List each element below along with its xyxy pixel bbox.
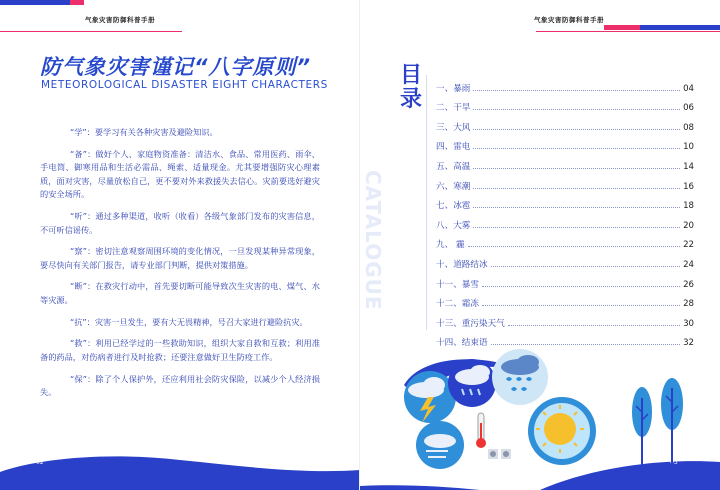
toc-item-page: 04 xyxy=(683,83,694,94)
toc-item-label: 十三、重污染天气 xyxy=(436,318,505,329)
toc-leader-dots xyxy=(482,286,680,287)
right-page xyxy=(360,0,720,490)
small-widgets-icon xyxy=(488,449,511,459)
toc-leader-dots xyxy=(473,188,680,189)
toc-leader-dots xyxy=(473,90,680,91)
toc-leader-dots xyxy=(508,325,680,326)
header-rule xyxy=(536,31,720,32)
tree-icon xyxy=(632,387,652,472)
toc-item-label: 一、暴雨 xyxy=(436,83,471,94)
sun-icon xyxy=(528,397,596,465)
toc-leader-dots xyxy=(473,207,680,208)
top-bar-blue xyxy=(640,25,720,30)
toc-item-page: 24 xyxy=(683,259,694,270)
toc-item-page: 22 xyxy=(683,240,694,251)
toc-title-char: 目 xyxy=(400,63,423,88)
weather-illustration xyxy=(402,345,622,475)
toc-item-page: 18 xyxy=(683,201,694,212)
toc-item-label: 三、大风 xyxy=(436,122,471,133)
toc-item[interactable] xyxy=(436,94,694,114)
top-bar-pink xyxy=(604,25,640,30)
top-bar-blue xyxy=(0,0,70,5)
rule-paragraph: “学”：要学习有关各种灾害及避险知识。 xyxy=(70,127,218,138)
toc-title xyxy=(400,64,422,112)
page-header: 气象灾害防御科普手册 xyxy=(534,16,604,24)
toc-leader-dots xyxy=(473,227,680,228)
hail-icon xyxy=(492,349,548,405)
toc-item-label: 十四、结束语 xyxy=(436,338,488,349)
table-of-contents xyxy=(436,74,694,348)
toc-item-page: 28 xyxy=(683,299,694,310)
rain-icon xyxy=(448,359,496,407)
bottom-wave-decoration xyxy=(0,450,360,490)
catalogue-watermark: CATALOGUE xyxy=(361,170,385,311)
rule-paragraph: “保”：除了个人保护外，还应利用社会防灾保险，以减少个人经济损失。 xyxy=(40,373,320,397)
page-subtitle: METEOROLOGICAL DISASTER EIGHT CHARACTERS xyxy=(41,79,328,91)
toc-item-label: 十、道路结冰 xyxy=(436,259,488,270)
storm-icon xyxy=(404,371,456,423)
rule-paragraph: “抗”：灾害一旦发生，要有大无畏精神，号召大家进行避险抗灾。 xyxy=(70,316,308,327)
toc-leader-dots xyxy=(473,168,680,169)
toc-item-page: 20 xyxy=(683,220,694,231)
toc-item[interactable] xyxy=(436,309,694,329)
toc-leader-dots xyxy=(473,129,680,130)
toc-leader-dots xyxy=(491,266,680,267)
page-number: 03 xyxy=(670,459,678,466)
page-header: 气象灾害防御科普手册 xyxy=(85,16,155,24)
toc-item-page: 26 xyxy=(683,279,694,290)
toc-leader-dots xyxy=(473,109,680,110)
toc-item-label: 四、雷电 xyxy=(436,142,471,153)
toc-item-label: 二、干旱 xyxy=(436,103,471,114)
toc-item-label: 十二、霜冻 xyxy=(436,299,479,310)
toc-leader-dots xyxy=(482,305,680,306)
page-number: 02 xyxy=(36,459,44,466)
header-rule xyxy=(0,31,182,32)
rule-paragraph: “备”：做好个人、家庭物资准备：清洁水、食品、常用医药、雨伞、手电筒、御寒用品和生活必需品、绳索、适量现金。尤其要增强防灾心理素质，面对灾害，尽量放松自己，更不要对外来救援失去信心。灾前要选好避灾的安全场所。 xyxy=(40,148,320,200)
toc-item[interactable] xyxy=(436,152,694,172)
thermometer-icon xyxy=(476,413,486,448)
toc-divider xyxy=(426,75,427,330)
toc-leader-dots xyxy=(473,148,680,149)
toc-item-label: 八、大雾 xyxy=(436,220,471,231)
toc-item-label: 九、 霾 xyxy=(436,240,465,251)
page-title: 防气象灾害谨记“八字原则” xyxy=(40,55,312,79)
toc-item-label: 十一、暴雪 xyxy=(436,279,479,290)
rule-paragraph: “救”：利用已经学过的一些救助知识，组织大家自救和互救；利用准备的药品，对伤病者进行及时抢救；还要注意做好卫生防疫工作。 xyxy=(40,338,320,362)
toc-item[interactable] xyxy=(436,211,694,231)
rules-list xyxy=(40,118,320,406)
toc-item[interactable] xyxy=(436,250,694,270)
toc-item[interactable] xyxy=(436,290,694,310)
tree-icon xyxy=(661,378,683,472)
toc-title-char: 录 xyxy=(400,87,423,112)
toc-item[interactable] xyxy=(436,113,694,133)
toc-item-label: 七、冰雹 xyxy=(436,201,471,212)
toc-item[interactable] xyxy=(436,231,694,251)
rule-paragraph: “断”：在救灾行动中，首先要切断可能导致次生灾害的电、煤气、水等灾源。 xyxy=(40,281,320,305)
toc-leader-dots xyxy=(468,246,681,247)
trees-illustration xyxy=(628,368,698,478)
toc-item-page: 08 xyxy=(683,122,694,133)
toc-item[interactable] xyxy=(436,74,694,94)
toc-item-page: 10 xyxy=(683,142,694,153)
toc-item[interactable] xyxy=(436,133,694,153)
toc-item-page: 14 xyxy=(683,161,694,172)
toc-item-page: 30 xyxy=(683,318,694,329)
toc-item-page: 06 xyxy=(683,103,694,114)
toc-item[interactable] xyxy=(436,172,694,192)
toc-item-page: 32 xyxy=(683,338,694,349)
wind-cloud-icon xyxy=(416,421,464,469)
rule-paragraph: “听”：通过多种渠道，收听（收看）各级气象部门发布的灾害信息，不可听信谣传。 xyxy=(40,211,320,235)
top-bar-pink xyxy=(70,0,84,5)
toc-item-label: 五、高温 xyxy=(436,161,471,172)
toc-item-label: 六、寒潮 xyxy=(436,181,471,192)
rule-paragraph: “察”：密切注意观察周围环境的变化情况，一旦发现某种异常现象，要尽快向有关部门报告，请专业部门判断，提供对策措施。 xyxy=(40,246,320,270)
toc-item-page: 16 xyxy=(683,181,694,192)
toc-item[interactable] xyxy=(436,270,694,290)
toc-item[interactable] xyxy=(436,192,694,212)
